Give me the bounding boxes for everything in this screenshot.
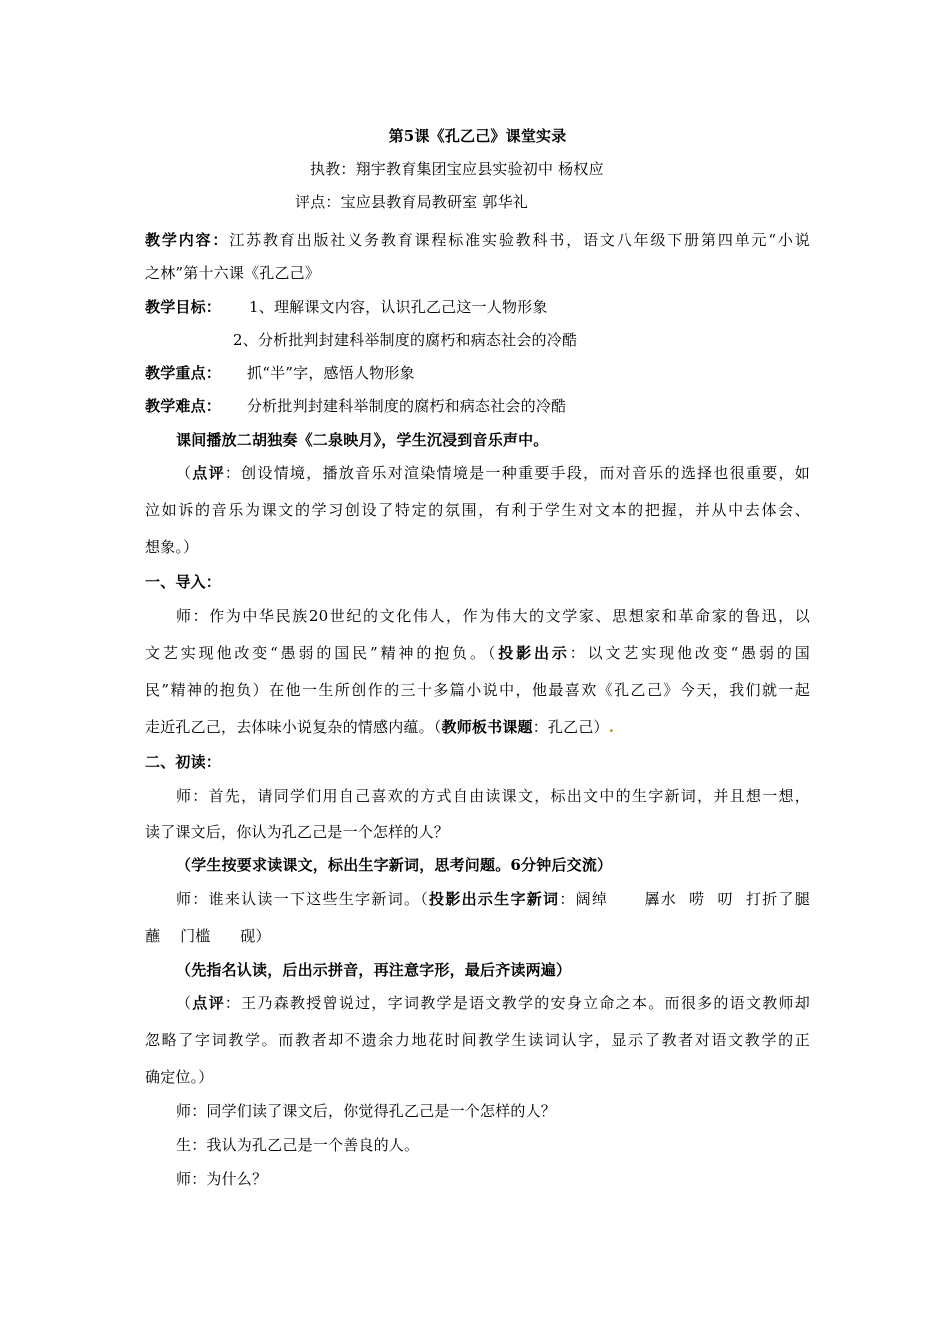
comment-1-line-3: 想象。） (145, 538, 199, 556)
comment-2-label: 点评 (192, 994, 225, 1012)
dialogue-teacher-2: 师：为什么？ (176, 1170, 268, 1188)
comment-2-open: （ (176, 994, 193, 1012)
goal-line-2: 2、分析批判封建科举制度的腐朽和病态社会的冷酷 (233, 331, 578, 349)
vocabulary-list-cont: 蘸 门槛 砚） (145, 927, 271, 945)
comment-1-line-2: 泣如诉的音乐为课文的学习创设了特定的氛围，有利于学生对文本的把握，并从中去体会、 (145, 501, 810, 519)
difficulty-label: 教学难点： (145, 397, 222, 415)
comment-2-line-2: 忽略了字词教学。而教者却不遗余力地花时间教学生读词认字，显示了教者对语文教学的正 (145, 1031, 810, 1049)
dialogue-teacher-1: 师：同学们读了课文后，你觉得孔乙己是一个怎样的人？ (176, 1102, 557, 1120)
section-1-text-4a: 走近孔乙己，去体味小说复杂的情感内蕴。（ (145, 718, 442, 736)
comment-1-label: 点评 (192, 464, 225, 482)
section-1-text-4c: ：孔乙己） (532, 718, 609, 736)
key-label: 教学重点： (145, 364, 222, 382)
content-line-2: 之林”第十六课《孔乙己》 (145, 264, 321, 282)
comment-1-open: （ (176, 464, 193, 482)
content-label: 教学内容： (145, 231, 230, 249)
goal-line-1 (145, 297, 810, 317)
student-activity-2: （先指名认读，后出示拼音，再注意字形，最后齐读两遍） (176, 961, 572, 979)
section-2-line-1: 师：首先，请同学们用自己喜欢的方式自由读课文，标出文中的生字新词，并且想一想， (176, 787, 810, 805)
difficulty-text: 分析批判封建科举制度的腐朽和病态社会的冷酷 (247, 397, 567, 415)
section-1-text-2c: ：以文艺实现他改变“愚弱的国 (569, 644, 810, 662)
vocabulary-list: ：阔绰 羼水 唠 叨 打折了腿 (559, 890, 810, 908)
key-line (145, 363, 810, 383)
board-title-label: 教师板书课题 (441, 718, 533, 736)
section-1-line-3: 民”精神的抱负）在他一生所创作的三十多篇小说中，他最喜欢《孔乙己》今天，我们就一起 (145, 681, 810, 699)
teacher-line: 执教：翔宇教育集团宝应县实验初中 杨权应 (310, 160, 604, 178)
section-2-line-4 (176, 889, 810, 909)
section-1-line-1: 师：作为中华民族20世纪的文化伟人，作为伟大的文学家、思想家和革命家的鲁迅，以 (176, 607, 810, 625)
section-1-heading: 一、导入： (145, 573, 222, 591)
music-note: 课间播放二胡独奏《二泉映月》，学生沉浸到音乐声中。 (176, 431, 549, 449)
section-1-line-4 (145, 717, 810, 737)
comment-1-text-1: ：创设情境，播放音乐对渲染情境是一种重要手段，而对音乐的选择也很重要，如 (224, 464, 811, 482)
reviewer-line: 评点：宝应县教育局教研室 郭华礼 (295, 193, 528, 211)
lesson-title: 第5课《孔乙己》课堂实录 (388, 127, 567, 145)
content-line-1 (145, 230, 810, 250)
projection-label-2: 投影出示生字新词 (429, 890, 560, 908)
difficulty-line (145, 396, 810, 416)
section-1-dot: . (608, 718, 615, 736)
section-1-text-2a: 文艺实现他改变“愚弱的国民”精神的抱负。（ (145, 644, 499, 662)
content-text-1: 江苏教育出版社义务教育课程标准实验教科书，语文八年级下册第四单元“小说 (229, 231, 810, 249)
section-2-text-4a: 师：谁来认读一下这些生字新词。（ (176, 890, 430, 908)
goal-label: 教学目标： (145, 298, 222, 316)
key-text: 抓“半”字，感悟人物形象 (247, 364, 415, 382)
section-1-line-2 (145, 643, 810, 663)
student-activity-1: （学生按要求读课文，标出生字新词，思考问题。6分钟后交流） (176, 856, 613, 874)
comment-2-line-1 (176, 993, 810, 1013)
goal-text-1: 1、理解课文内容，认识孔乙己这一人物形象 (249, 298, 548, 316)
section-2-line-2: 读了课文后，你认为孔乙己是一个怎样的人？ (145, 823, 450, 841)
comment-2-line-3: 确定位。） (145, 1068, 214, 1086)
section-2-heading: 二、初读： (145, 753, 222, 771)
projection-label-1: 投影出示 (498, 644, 570, 662)
comment-2-text-1: ：王乃森教授曾说过，字词教学是语文教学的安身立命之本。而很多的语文教师却 (224, 994, 811, 1012)
dialogue-student-1: 生：我认为孔乙己是一个善良的人。 (176, 1136, 420, 1154)
comment-1-line-1 (176, 463, 810, 483)
